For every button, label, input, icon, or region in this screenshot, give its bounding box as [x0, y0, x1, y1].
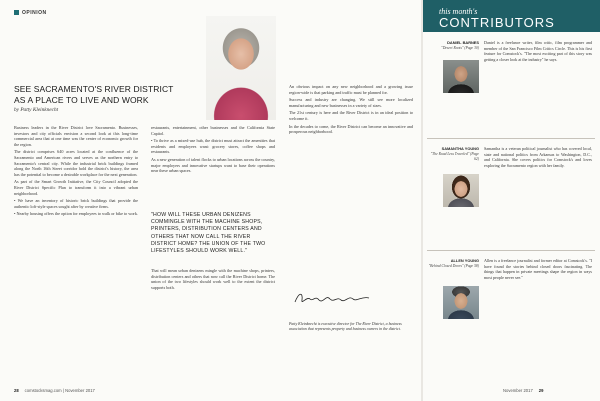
- contributors-header-title: CONTRIBUTORS: [439, 15, 555, 30]
- paragraph: • We have an inventory of historic brick buildings that provide the authentic loft-style spaces sought after by creative firms.: [14, 198, 138, 209]
- article-column-2-continued: [151, 268, 275, 292]
- article-column-2: [151, 125, 275, 176]
- paragraph: • Nearby housing offers the option for employees to walk or bike to work.: [14, 211, 138, 217]
- contributor-name: SAMANTHA YOUNG: [441, 146, 479, 151]
- contributor-bio: Samantha is a veteran political journalist who has covered local, state and national politics from Arkansas to Washington, D.C., and California. She covers politics for Comstock's and loves exploring the Sacramento region with her family.: [484, 146, 592, 168]
- section-tag-label: OPINION: [22, 10, 47, 16]
- contributor-photo: [443, 174, 479, 207]
- contributor-photo: [443, 286, 479, 319]
- pull-quote: "HOW WILL THESE URBAN DENIZENS COMMINGLE WITH THE MACHINE SHOPS, PRINTERS, DISTRIBUTION CENTERS AND OTHERS THAT NOW CALL THE RIVER DISTRICT HOME? THE UNION OF THE TWO LIFESTYLES SHOULD WORK WELL.": [151, 212, 266, 255]
- author-bio: Patty Kleinknecht is executive director for The River District, a business association that represents property and business owners in the district.: [289, 322, 402, 332]
- right-footer: [503, 388, 543, 393]
- author-portrait: [206, 16, 276, 120]
- contributor-bio: Allen is a freelance journalist and former editor at Comstock's. "I have found the stories behind closed doors fascinating. The things that happen in private meetings shape the region in ways most people never see.": [484, 258, 592, 280]
- contributor-name: DANIEL BARNES: [447, 40, 479, 45]
- paragraph: That will mean urban denizens mingle with the machine shops, printers, distribution centers and others that now call the River District home. The union of the two lifestyles should work well to the extent the district supports both.: [151, 268, 275, 290]
- divider: [427, 138, 595, 139]
- right-page: [423, 0, 600, 401]
- footer-site: comstocksmag.com | November 2017: [24, 388, 95, 393]
- paragraph: As part of the Smart Growth Initiative, the City Council adopted the River District Specific Plan to transform it into a vibrant urban neighborhood.: [14, 179, 138, 196]
- contributor-bio: Daniel is a freelance writer, film critic, film programmer and member of the San Francisco Film Critics Circle. This is his first feature for Comstock's. "The most exciting part of this story was getting a closer look at the industry" he says.: [484, 40, 592, 62]
- author-signature: [293, 290, 373, 308]
- contributor-photo: [443, 60, 479, 93]
- contributor-role: "The Road Less Traveled" (Page 62): [430, 152, 479, 161]
- article-byline: by Patty Kleinknecht: [14, 107, 59, 113]
- page-number: 28: [14, 388, 19, 393]
- contributors-header: [423, 0, 600, 32]
- paragraph: In the decades to come, the River District can become an innovative and prosperous neighborhood.: [289, 123, 413, 135]
- section-marker-icon: [14, 10, 19, 15]
- paragraph: Business leaders in the River District love Sacramento. Businesses, investors and city officials envision a second look at this long-time commercial area that at one time was the center of economic growth for the region.: [14, 125, 138, 147]
- paragraph: Success and industry are changing. We still see more localized manufacturing and new businesses in a variety of sizes.: [289, 97, 413, 108]
- left-footer: [14, 388, 95, 393]
- paragraph: restaurants, entertainment, other businesses and the California State Capitol.: [151, 125, 275, 136]
- article-column-1: [14, 125, 138, 219]
- contributor-name: ALLEN YOUNG: [450, 258, 479, 263]
- paragraph: • To thrive as a mixed-use hub, the district must attract the amenities that residents and employees want: grocery stores, coffee shops and restaurants.: [151, 138, 275, 155]
- article-column-3: [289, 84, 413, 137]
- contributors-header-small: this month's: [439, 7, 478, 16]
- article-headline: SEE SACRAMENTO'S RIVER DISTRICT AS A PLACE TO LIVE AND WORK: [14, 84, 174, 105]
- paragraph: An obvious impact on any new neighborhood and a growing issue region-wide is that parking and traffic must be planned for.: [289, 84, 413, 95]
- page-number: 29: [538, 388, 544, 393]
- contributor-role: "Behind Closed Doors" (Page 58): [428, 264, 479, 268]
- footer-date: November 2017: [503, 388, 533, 393]
- contributor-role: "Desert Roots" (Page 30): [441, 46, 479, 50]
- paragraph: The 21st century is here and the River District is in an ideal position to welcome it.: [289, 110, 413, 121]
- paragraph: As a new generation of talent flocks to urban locations across the country, major employers and innovative startups want to base their operations near these urban spaces.: [151, 156, 275, 174]
- divider: [427, 250, 595, 251]
- section-tag: [14, 10, 47, 16]
- paragraph: The district comprises 640 acres located at the confluence of the Sacramento and American rivers and serves as the northern entry to Sacramento's central city. While the industrial brick buildings framed along the North 16th Street corridor hold the district's history, the area has the potential to become a desirable workplace for the next generation.: [14, 149, 138, 177]
